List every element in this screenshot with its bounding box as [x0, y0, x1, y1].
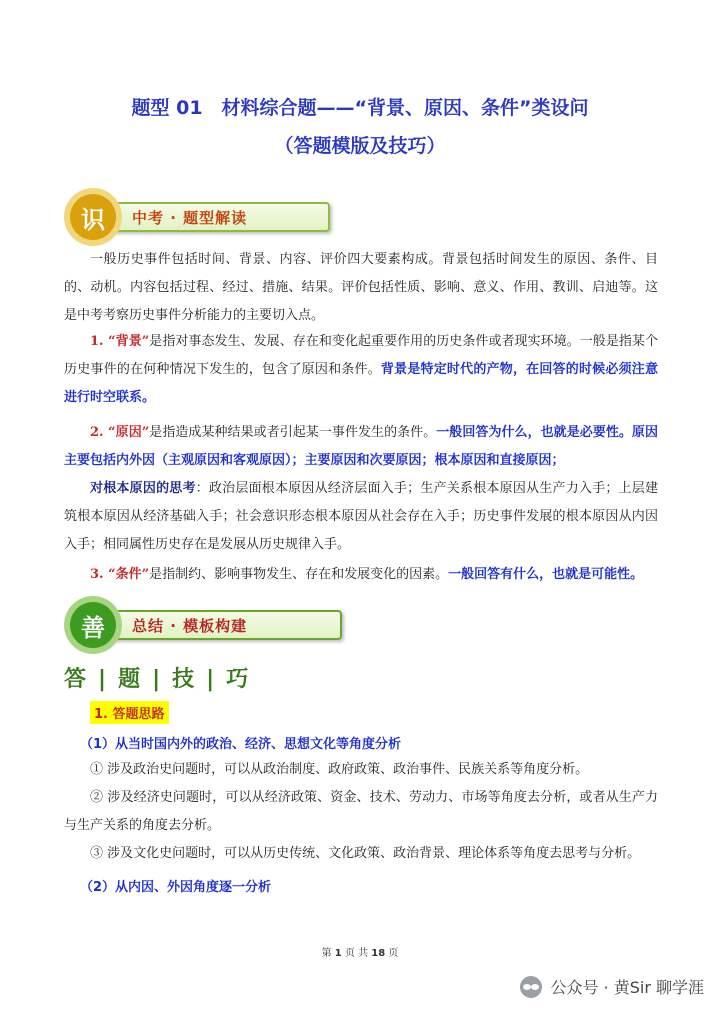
- list-item: ③ 涉及文化史问题时，可以从历史传统、文化政策、政治背景、理论体系等角度去思考与分析。: [90, 846, 641, 861]
- tips-char: 巧: [226, 667, 251, 692]
- badge-glyph: 善: [70, 602, 116, 648]
- cause-text: 是指造成某种结果或者引起某一事件发生的条件。: [149, 425, 437, 440]
- tips-char: 技: [172, 667, 197, 692]
- condition-paragraph: [64, 561, 658, 589]
- intro-paragraph: 一般历史事件包括时间、背景、内容、评价四大要素构成。背景包括时间发生的原因、条件、目的、动机。内容包括过程、经过、措施、结果。评价包括性质、影响、意义、作用、教训、启迪等。这是中考考察历史事件分析能力的主要切入点。: [64, 252, 658, 323]
- condition-label: 3. “条件”: [90, 567, 150, 582]
- background-paragraph: [64, 328, 658, 412]
- page-footer: [0, 944, 720, 959]
- page-subtitle: （答题模版及技巧）: [274, 135, 446, 157]
- watermark-text: 公众号 · 黄Sir 聊学涯: [550, 978, 704, 997]
- badge-label: 总结 · 模板构建: [110, 610, 342, 640]
- subheading-internal-external: （2）从内因、外因角度逐一分析: [80, 880, 272, 895]
- badge-label: 中考 · 题型解读: [110, 202, 330, 232]
- badge-glyph: 识: [70, 194, 116, 240]
- tips-char: 答: [64, 667, 89, 692]
- list-item: ① 涉及政治史问题时，可以从政治制度、政府政策、政治事件、民族关系等角度分析。: [90, 762, 589, 777]
- page-title: 题型 01 材料综合题——“背景、原因、条件”类设问: [131, 97, 589, 119]
- footer-text: 第: [321, 948, 332, 959]
- wechat-icon: [520, 976, 542, 998]
- background-emphasis: 背景是特定时代的产物，在回答的时候必须注意进行时空联系。: [64, 362, 658, 405]
- subheading-angles: （1）从当时国内外的政治、经济、思想文化等角度分析: [80, 737, 402, 752]
- section-heading-approach: 1. 答题思路: [90, 701, 169, 724]
- badge-circle: [64, 188, 122, 246]
- background-text: 是指对事态发生、发展、存在和变化起重要作用的历史条件或者现实环境。一般是指某个历史事件的在何种情况下发生的，包含了原因和条件。: [64, 334, 658, 377]
- root-cause-text: ：政治层面根本原因从经济层面入手；生产关系根本原因从生产力入手；上层建筑根本原因从经济基础入手；社会意识形态根本原因从社会存在入手；历史事件发展的根本原因从内因入手；相同属性历史存在是发展从历史规律入手。: [64, 481, 658, 552]
- page-number: 1: [334, 948, 342, 959]
- list-item: ② 涉及经济史问题时，可以从经济政策、资金、技术、劳动力、市场等角度去分析，或者从生产力与生产关系的角度去分析。: [64, 790, 658, 833]
- tips-char: 题: [118, 667, 143, 692]
- watermark: [520, 975, 704, 998]
- tips-heading: 答 | 题 | 技 | 巧: [64, 667, 251, 692]
- root-cause-paragraph: [64, 475, 658, 559]
- cause-paragraph: [64, 419, 658, 475]
- total-pages: 18: [371, 948, 386, 959]
- condition-text: 是指制约、影响事物发生、存在和发展变化的因素。: [149, 567, 449, 582]
- root-cause-label: 对根本原因的思考: [90, 481, 196, 496]
- cause-emphasis: 一般回答为什么，也就是必要性。原因主要包括内外因（主观原因和客观原因）；主要原因和次要原因；根本原因和直接原因；: [64, 425, 658, 468]
- background-label: 1. “背景”: [90, 334, 150, 349]
- footer-text: 页 共: [344, 948, 369, 959]
- cause-label: 2. “原因”: [90, 425, 150, 440]
- footer-text: 页: [388, 948, 399, 959]
- badge-circle: [64, 596, 122, 654]
- condition-emphasis: 一般回答有什么，也就是可能性。: [448, 567, 644, 582]
